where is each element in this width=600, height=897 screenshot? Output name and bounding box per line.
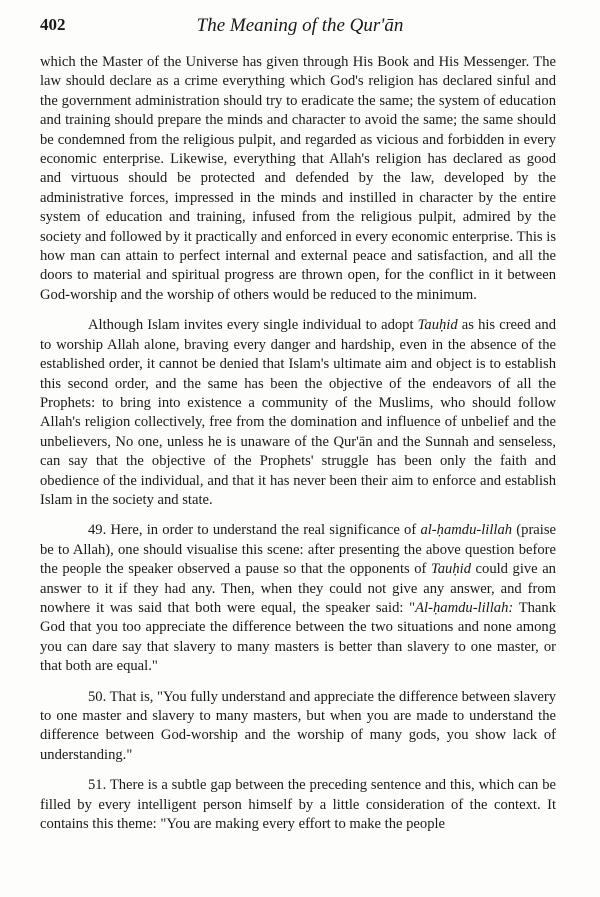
running-title: The Meaning of the Qur'ān	[196, 15, 404, 36]
paragraph-continuation: which the Master of the Universe has given through His Book and His Messenger. The law should declare as a crime everything which God's religion has declared sinful and the government administration should try to eradicate the same; the system of education and training should prepare the minds and character to avoid the same; the same should be condemned from the religious pulpit, and regarded as vicious and forbidden in every economic enterprise. Likewise, everything that Allah's religion has declared as good and virtuous should be protected and defended by the law, developed by the administrative forces, impressed in the minds and instilled in character by the entire system of education and training, infused from the religious pulpit, admired by the society and followed by it practically and enforced in every economic enterprise. This is how man can attain to perfect internal and external peace and satisfaction, and all the doors to material and spiritual progress are thrown open, for the conflict in it between God-worship and the worship of others would be reduced to the minimum.	[40, 54, 556, 303]
term-al-hamdu-lillah: al-ḥamdu-lillah	[420, 522, 513, 539]
page-header	[40, 15, 560, 39]
note-50: 50. That is, "You fully understand and appreciate the difference between slavery to one master and slavery to many masters, but when you are made to understand the difference between God-worship and the worship of many gods, you show lack of understanding."	[40, 688, 556, 763]
page-number: 402	[40, 15, 66, 34]
paragraph-islam-aim: Although Islam invites every single individual to adopt Tauḥid as his creed and to worship Allah alone, braving every danger and hardship, even in the absence of the established order, it cannot be denied that Islam's ultimate aim and object is to establish this second order, and the same has been the objective of the endeavors of all the Prophets: to bring into existence a community of the Muslims, who should follow Allah's religion collectively, free from the domination and influence of unbelief and the unbelievers, No one, unless he is unaware of the Qur'ān and the Sunnah and senseless, can say that the objective of the Prophets' struggle has been only the faith and obedience of the individual, and that it has never been their aim to enforce and establish Islam in the society and state.	[40, 317, 556, 508]
note-51: 51. There is a subtle gap between the preceding sentence and this, which can be filled by every intelligent person himself by a little consideration of the context. It contains this theme: "You are making every effort to make the people	[40, 777, 556, 833]
term-al-hamdu-lillah-quote: Al-ḥamdu-lillah:	[415, 599, 514, 616]
body-text	[40, 53, 556, 845]
term-tauhid: Tauḥid	[417, 317, 458, 334]
term-tauhid: Tauḥid	[430, 561, 471, 578]
note-49: 49. Here, in order to understand the real significance of al-ḥamdu-lillah (praise be to Allah), one should visualise this scene: after presenting the above question before the people the speaker observed a pause so that the opponents of Tauḥid could give an answer to it if they had any. Then, when they could not give any answer, and from nowhere it was said that both were equal, the speaker said: "Al-ḥamdu-lillah: Thank God that you too appreciate the difference between the two situations and none among you can dare say that slavery to many masters is better than slavery to one master, or that both are equal."	[40, 522, 557, 675]
